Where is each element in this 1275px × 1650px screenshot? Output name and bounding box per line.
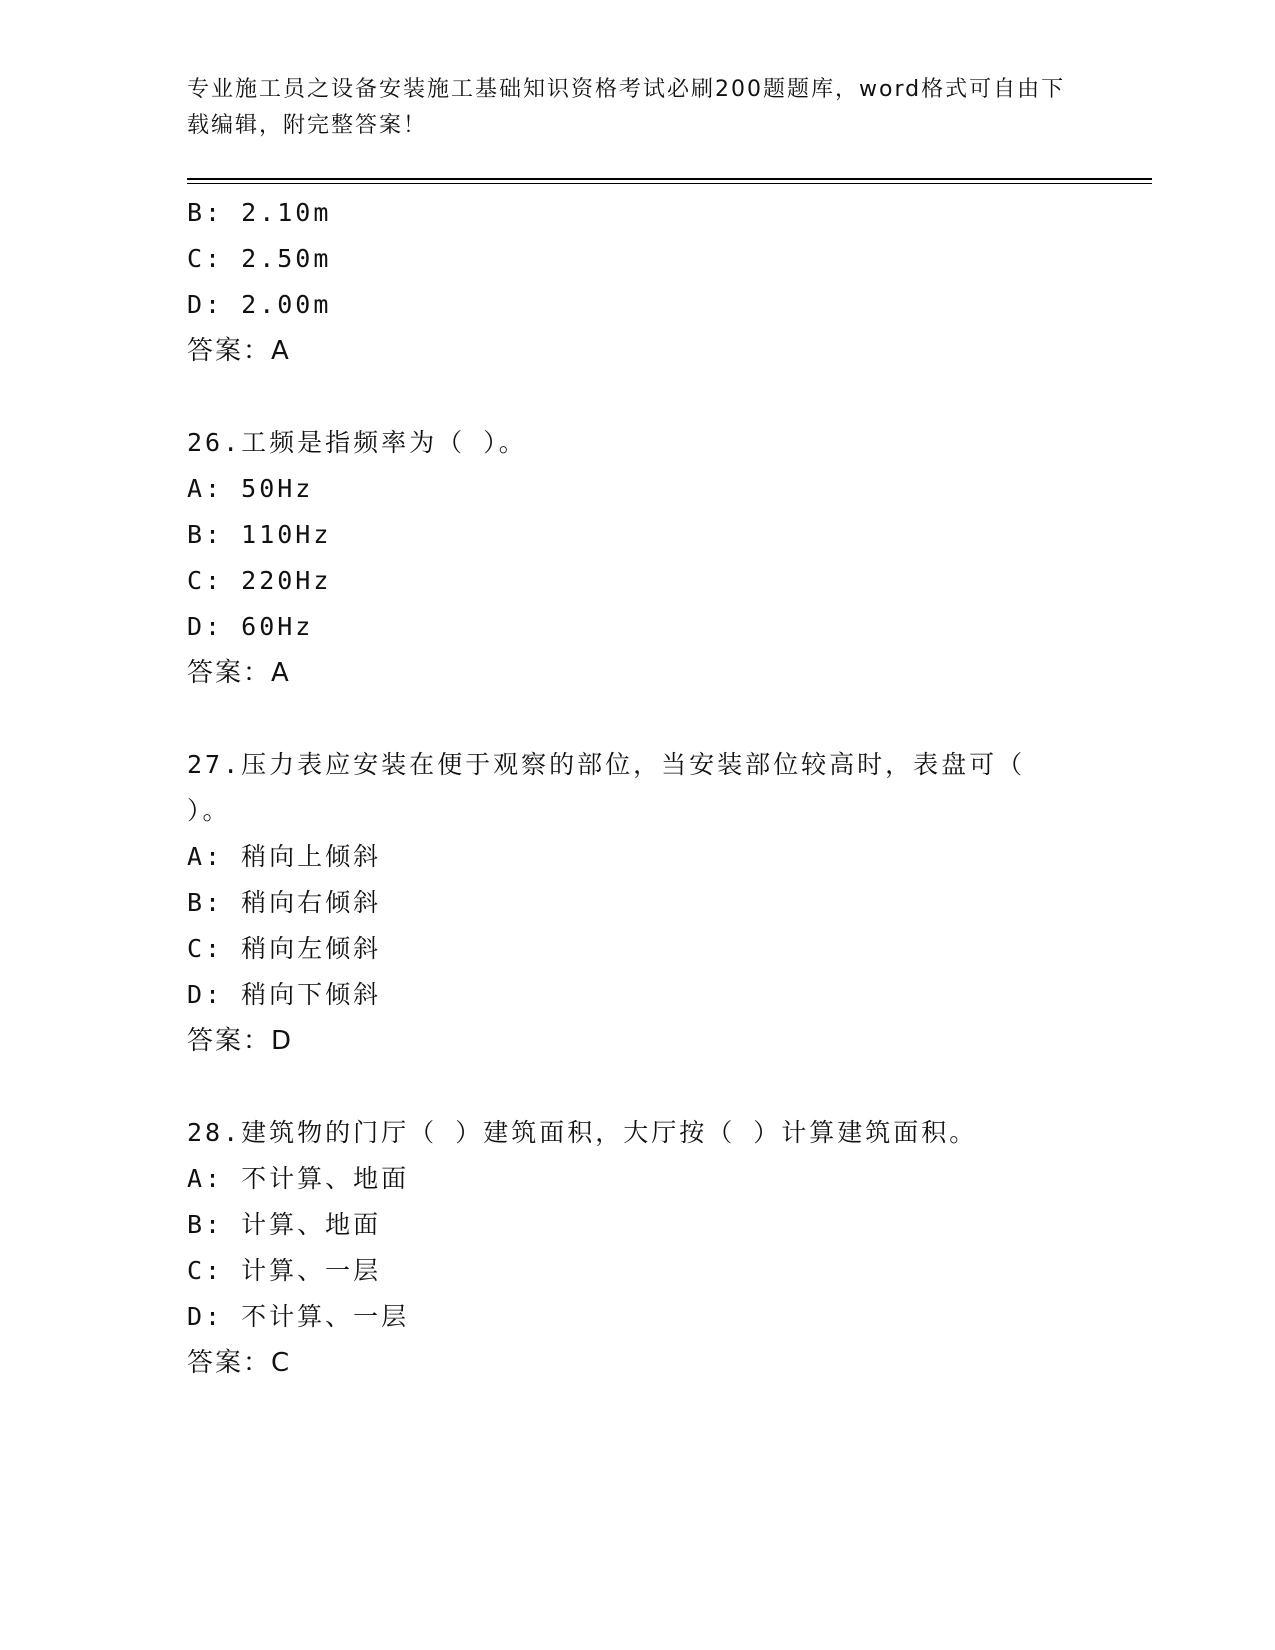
header-divider-top: [187, 178, 1152, 180]
question-text: 27.压力表应安装在便于观察的部位，当安装部位较高时，表盘可（ ）。: [187, 750, 1026, 825]
option-a: A: 50Hz: [187, 474, 314, 503]
option-c: C: 计算、一层: [187, 1256, 382, 1285]
option-c: C: 2.50m: [187, 244, 332, 273]
option-b: B: 计算、地面: [187, 1210, 382, 1239]
question-block-28: [187, 1110, 1067, 1386]
option-c: C: 220Hz: [187, 566, 332, 595]
option-d: D: 不计算、一层: [187, 1302, 410, 1331]
header-divider-bottom: [187, 183, 1152, 184]
answer-line: 答案：A: [187, 658, 291, 688]
option-b: B: 110Hz: [187, 520, 332, 549]
question-block-27: [187, 742, 1067, 1064]
answer-line: 答案：A: [187, 336, 291, 366]
spacer: [187, 374, 1067, 420]
question-list: [187, 190, 1067, 1386]
answer-line: 答案：C: [187, 1348, 292, 1378]
option-b: B: 稍向右倾斜: [187, 888, 382, 917]
option-a: A: 不计算、地面: [187, 1164, 410, 1193]
answer-line: 答案：D: [187, 1026, 294, 1056]
option-c: C: 稍向左倾斜: [187, 934, 382, 963]
question-text: 26.工频是指频率为（ ）。: [187, 428, 527, 457]
option-d: D: 2.00m: [187, 290, 332, 319]
question-text: 28.建筑物的门厅（ ）建筑面积，大厅按（ ）计算建筑面积。: [187, 1118, 978, 1147]
spacer: [187, 696, 1067, 742]
option-b: B: 2.10m: [187, 198, 332, 227]
option-a: A: 稍向上倾斜: [187, 842, 382, 871]
question-block-25: [187, 190, 1067, 374]
question-block-26: [187, 420, 1067, 696]
document-header-title: 专业施工员之设备安装施工基础知识资格考试必刷200题题库，word格式可自由下载编辑，附完整答案！: [187, 77, 1066, 138]
spacer: [187, 1064, 1067, 1110]
option-d: D: 稍向下倾斜: [187, 980, 382, 1009]
option-d: D: 60Hz: [187, 612, 314, 641]
